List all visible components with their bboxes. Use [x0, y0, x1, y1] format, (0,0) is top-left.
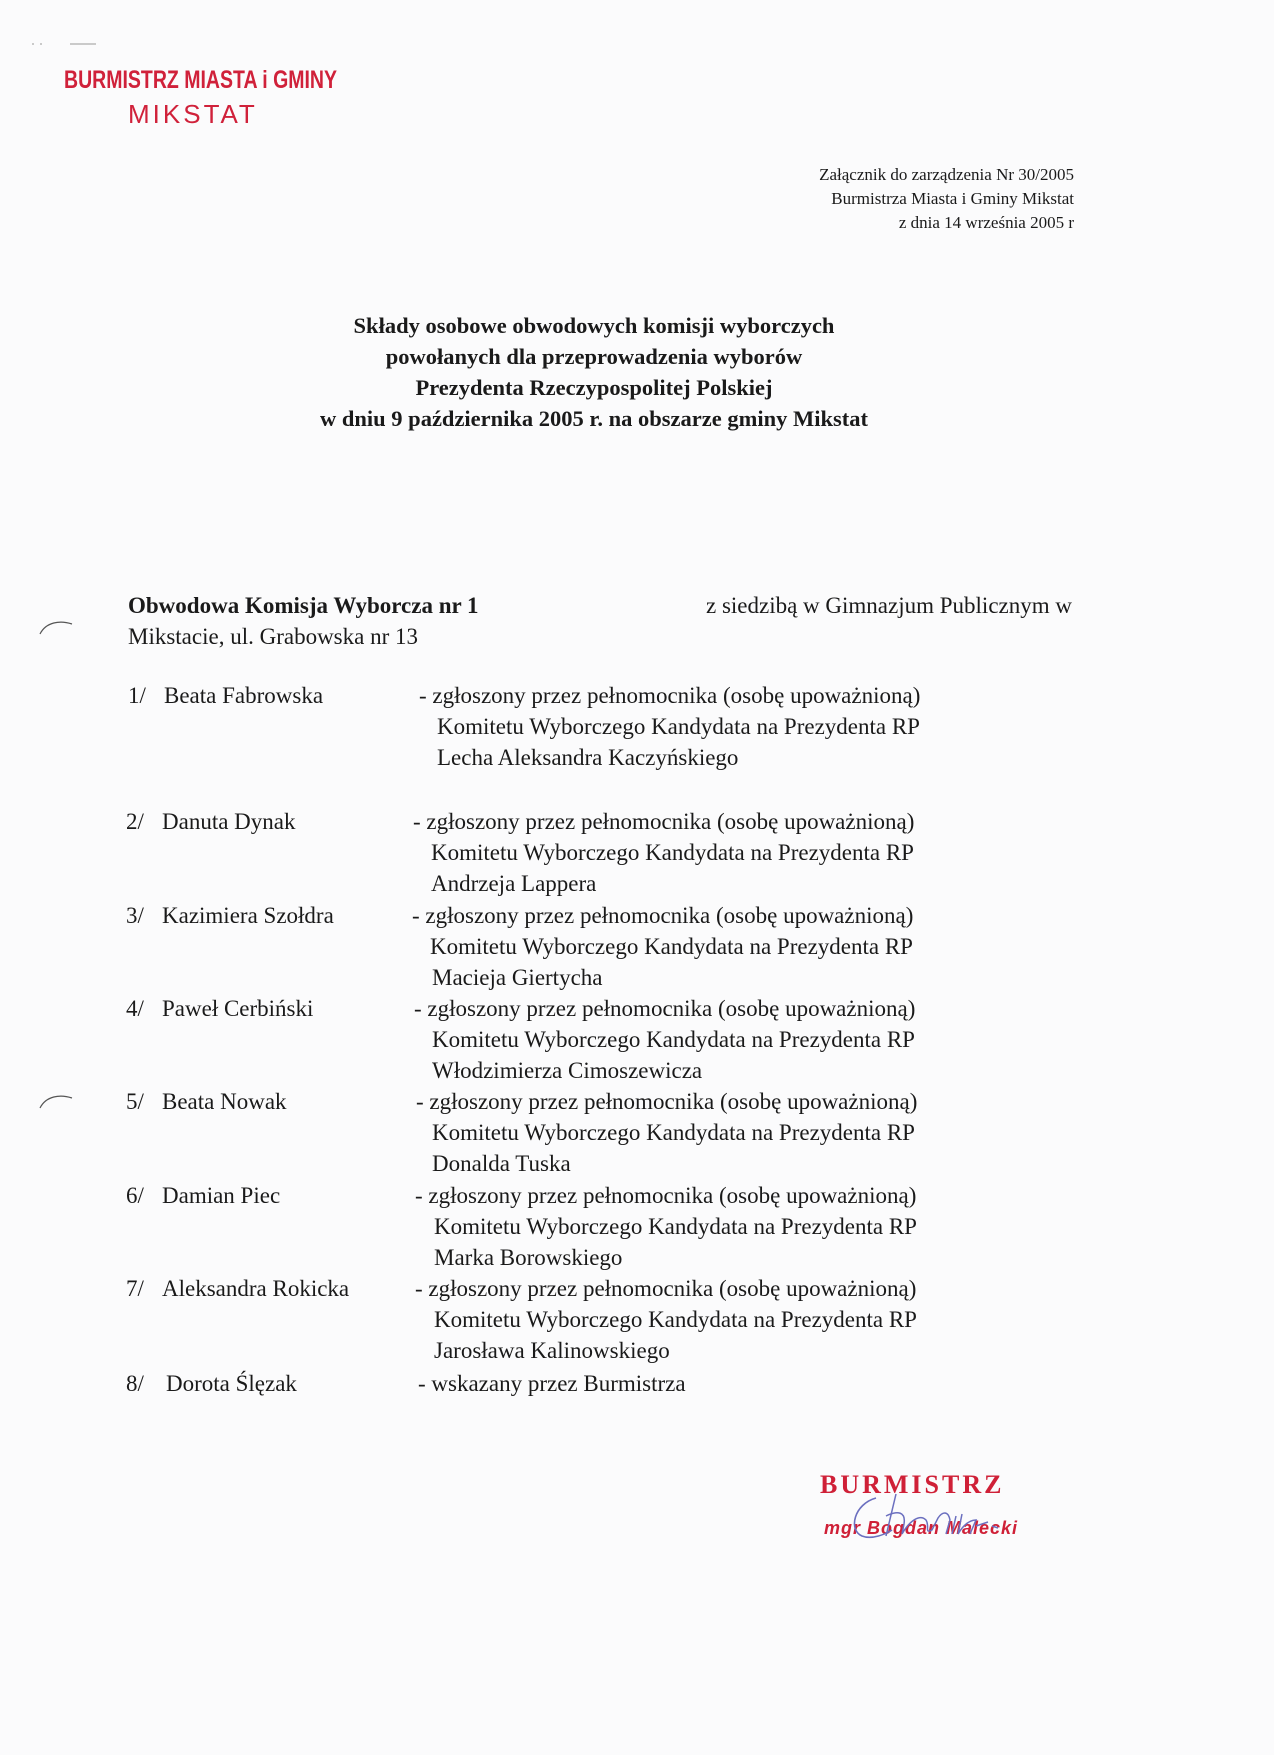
- member-number: 3/: [126, 903, 144, 928]
- member-committee: Komitetu Wyborczego Kandydata na Prezydenta RP: [431, 840, 914, 865]
- member-committee: Komitetu Wyborczego Kandydata na Prezydenta RP: [432, 1027, 915, 1052]
- member-role: [412, 900, 913, 993]
- member-role-line: - zgłoszony przez pełnomocnika (osobę upoważnioną): [412, 903, 914, 928]
- member-committee: Komitetu Wyborczego Kandydata na Prezydenta RP: [432, 1120, 915, 1145]
- member-role: [419, 680, 920, 773]
- scan-margin-mark: [38, 1092, 74, 1112]
- annex-reference: [819, 163, 1074, 235]
- member-candidate: Macieja Giertycha: [432, 965, 603, 990]
- member-name: Beata Fabrowska: [164, 683, 324, 708]
- member-number: 5/: [126, 1089, 144, 1114]
- member-name: Paweł Cerbiński: [162, 996, 314, 1021]
- member-role-line: - zgłoszony przez pełnomocnika (osobę upoważnioną): [419, 683, 921, 708]
- member-role-line: - zgłoszony przez pełnomocnika (osobę upoważnioną): [413, 809, 915, 834]
- title-line: Prezydenta Rzeczypospolitej Polskiej: [415, 375, 773, 400]
- annex-line: Burmistrza Miasta i Gminy Mikstat: [831, 189, 1074, 208]
- member-number: 7/: [126, 1276, 144, 1301]
- member-role-line: - zgłoszony przez pełnomocnika (osobę upoważnioną): [415, 1183, 917, 1208]
- member-role-line: - zgłoszony przez pełnomocnika (osobę upoważnioną): [416, 1089, 918, 1114]
- member-role: [413, 806, 914, 899]
- member-role-line: - zgłoszony przez pełnomocnika (osobę upoważnioną): [415, 1276, 917, 1301]
- member-candidate: Jarosława Kalinowskiego: [434, 1338, 670, 1363]
- handwritten-signature: [846, 1490, 1016, 1550]
- commission-heading: [128, 590, 1072, 652]
- member-role: [414, 993, 915, 1086]
- member-name: Aleksandra Rokicka: [162, 1276, 350, 1301]
- stamp-line-office: BURMISTRZ MIASTA i GMINY: [64, 66, 337, 94]
- signature-name: mgr Bogdan Malecki: [824, 1518, 1019, 1538]
- member-candidate: Donalda Tuska: [432, 1151, 571, 1176]
- annex-line: z dnia 14 września 2005 r: [898, 213, 1074, 232]
- member-committee: Komitetu Wyborczego Kandydata na Prezydenta RP: [434, 1307, 917, 1332]
- office-stamp: [64, 66, 414, 130]
- member-role: [415, 1180, 917, 1273]
- member-name: Dorota Ślęzak: [166, 1371, 297, 1396]
- signature-title: BURMISTRZ: [820, 1470, 1005, 1499]
- member-role: [418, 1368, 686, 1399]
- member-name: Kazimiera Szołdra: [162, 903, 334, 928]
- member-candidate: Andrzeja Lappera: [431, 871, 597, 896]
- scan-margin-mark: [38, 618, 74, 638]
- commission-name: Obwodowa Komisja Wyborcza nr 1: [128, 593, 479, 618]
- member-candidate: Lecha Aleksandra Kaczyńskiego: [437, 745, 739, 770]
- member-number: 4/: [126, 996, 144, 1021]
- member-name: Danuta Dynak: [162, 809, 296, 834]
- commission-location: z siedzibą w Gimnazjum Publicznym w: [705, 593, 1072, 618]
- member-role-line: - wskazany przez Burmistrza: [418, 1371, 686, 1396]
- document-title: [0, 310, 1188, 434]
- member-committee: Komitetu Wyborczego Kandydata na Prezydenta RP: [437, 714, 920, 739]
- member-committee: Komitetu Wyborczego Kandydata na Prezydenta RP: [430, 934, 913, 959]
- title-line: w dniu 9 października 2005 r. na obszarze gminy Mikstat: [320, 406, 868, 431]
- member-number: 2/: [126, 809, 144, 834]
- member-committee: Komitetu Wyborczego Kandydata na Prezydenta RP: [434, 1214, 917, 1239]
- commission-address: Mikstacie, ul. Grabowska nr 13: [128, 624, 418, 649]
- title-line: Składy osobowe obwodowych komisji wyborczych: [353, 313, 835, 338]
- member-candidate: Włodzimierza Cimoszewicza: [432, 1058, 703, 1083]
- member-number: 6/: [126, 1183, 144, 1208]
- member-number: 1/: [128, 683, 146, 708]
- stamp-line-town: MIKSTAT: [128, 99, 258, 129]
- title-line: powołanych dla przeprowadzenia wyborów: [385, 344, 803, 369]
- member-candidate: Marka Borowskiego: [434, 1245, 623, 1270]
- member-number: 8/: [126, 1371, 144, 1396]
- annex-line: Załącznik do zarządzenia Nr 30/2005: [819, 165, 1074, 184]
- member-role: [416, 1086, 917, 1179]
- member-name: Beata Nowak: [162, 1089, 287, 1114]
- member-role-line: - zgłoszony przez pełnomocnika (osobę upoważnioną): [414, 996, 916, 1021]
- member-role: [415, 1273, 917, 1366]
- member-name: Damian Piec: [162, 1183, 281, 1208]
- scan-margin-mark: [30, 38, 100, 50]
